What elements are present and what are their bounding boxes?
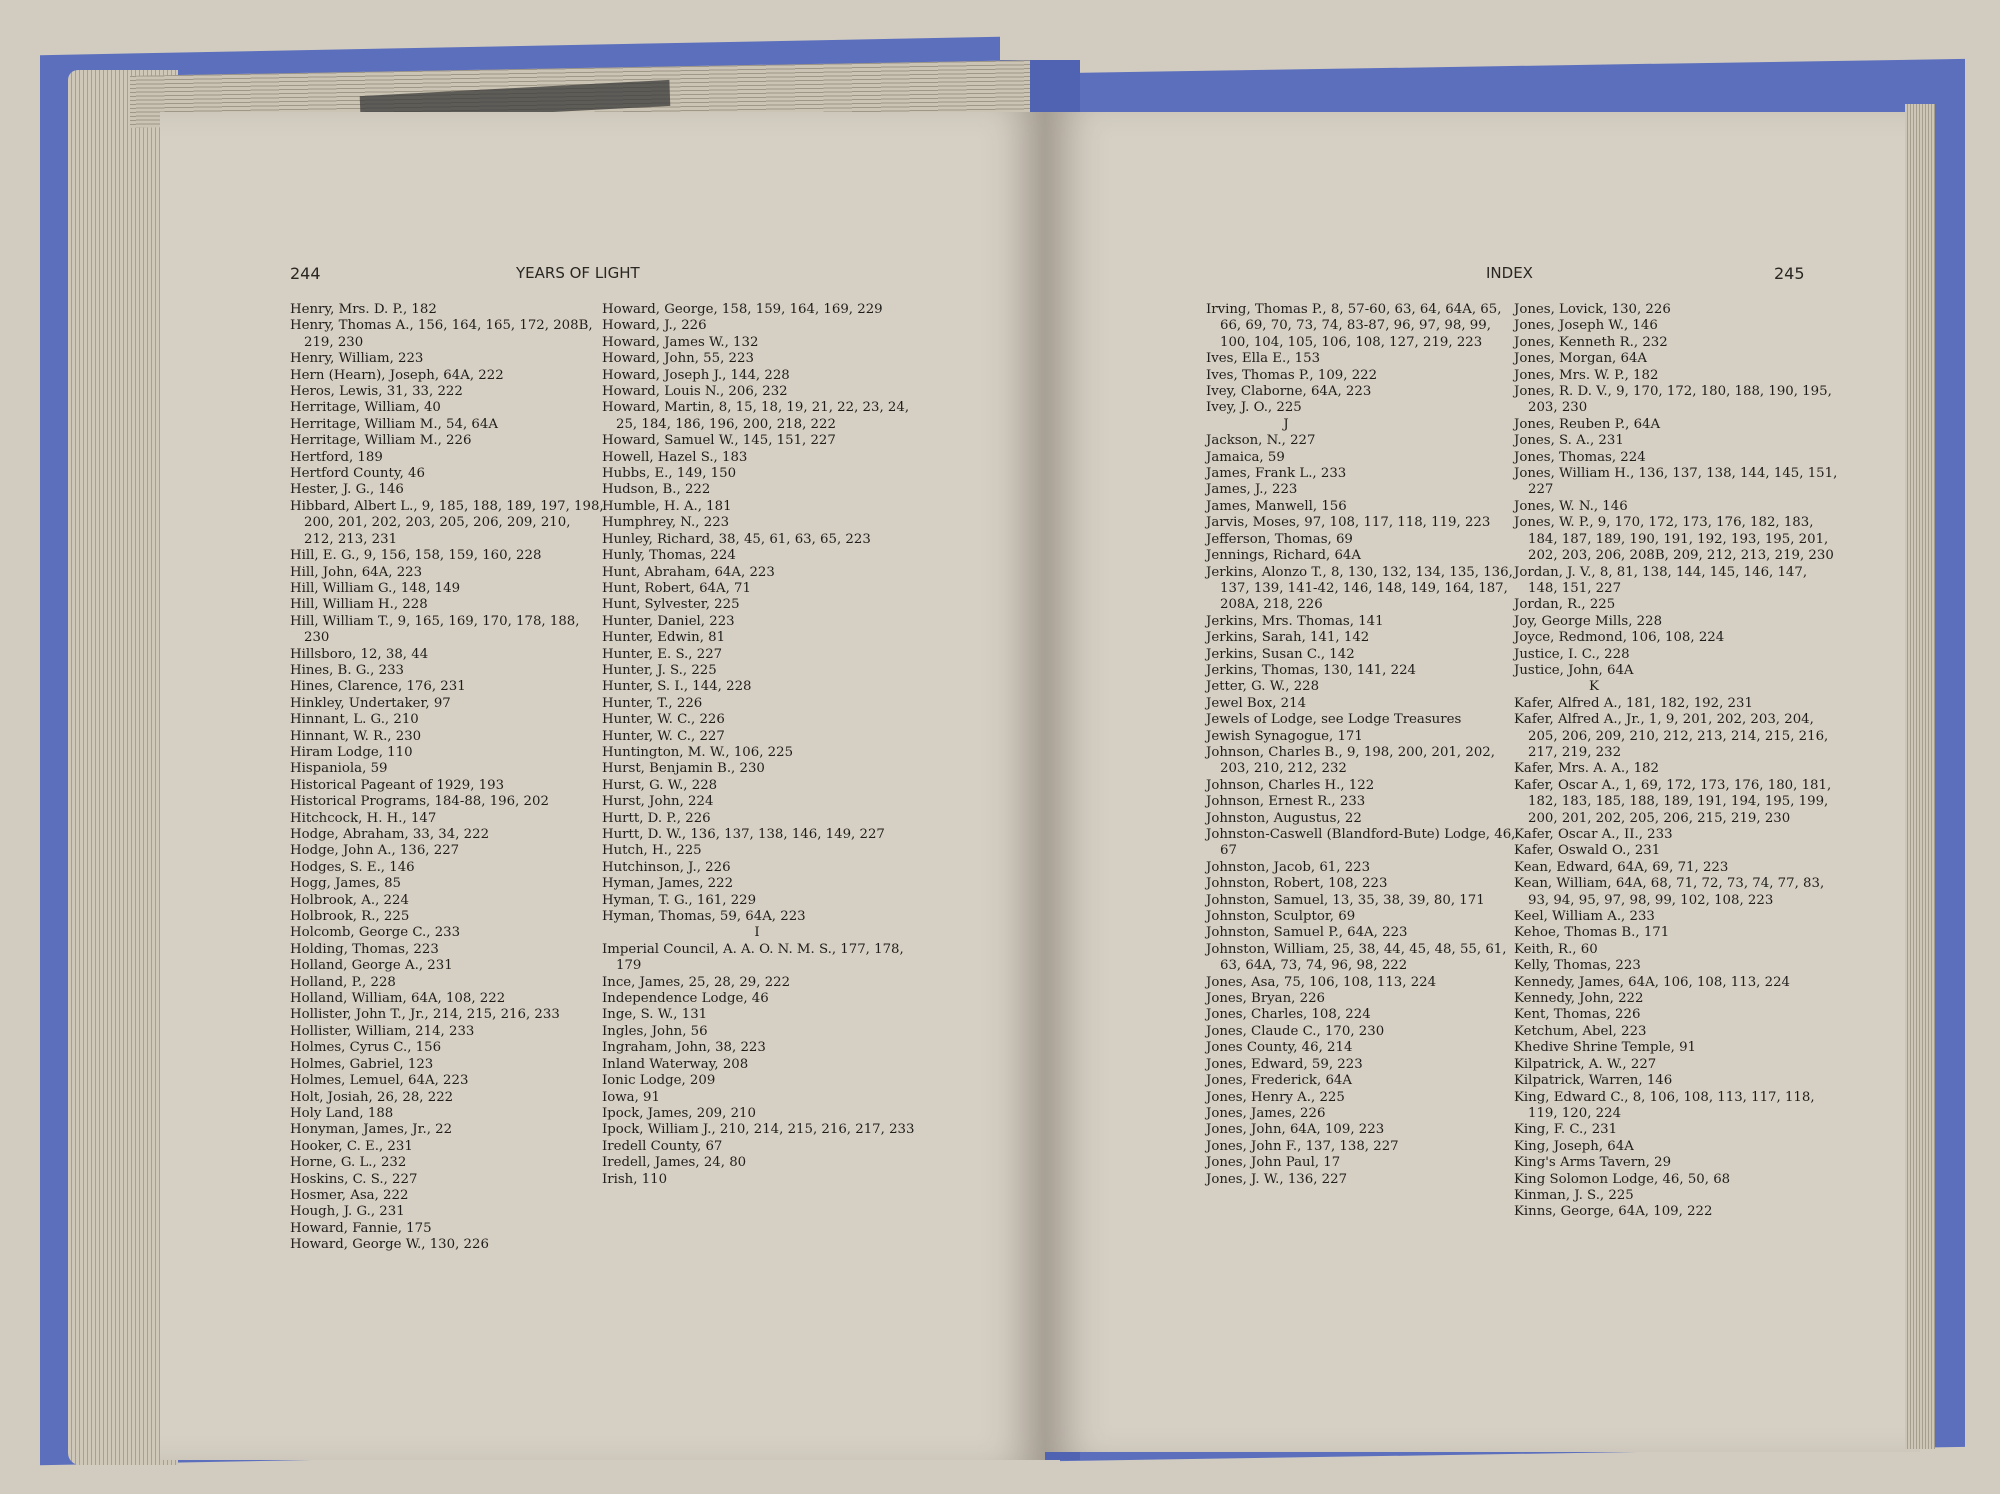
index-entry: Hyman, James, 222	[602, 876, 734, 892]
index-entry: Jones, William H., 136, 137, 138, 144, 145, 151, 227	[1514, 466, 1838, 498]
index-entry: Hill, E. G., 9, 156, 158, 159, 160, 228	[290, 548, 542, 564]
index-entry: Holmes, Gabriel, 123	[290, 1056, 434, 1072]
index-entry: King, Edward C., 8, 106, 108, 113, 117, 118, 119, 120, 224	[1514, 1089, 1815, 1121]
index-entry: Jones, W. N., 146	[1514, 498, 1628, 514]
index-entry: Hough, J. G., 231	[290, 1204, 405, 1220]
index-entry: James, Manwell, 156	[1206, 498, 1347, 514]
index-entry: Ivey, Claborne, 64A, 223	[1206, 384, 1372, 400]
index-entry: Howard, Martin, 8, 15, 18, 19, 21, 22, 23, 24, 25, 184, 186, 196, 200, 218, 222	[602, 400, 910, 432]
index-entry: Jones, Kenneth R., 232	[1514, 334, 1668, 350]
index-entry: Hinnant, W. R., 230	[290, 728, 422, 744]
index-entry: Humble, H. A., 181	[602, 498, 732, 514]
index-entry: Howell, Hazel S., 183	[602, 449, 748, 465]
index-entry: Inland Waterway, 208	[602, 1056, 749, 1072]
index-entry: Ipock, James, 209, 210	[602, 1105, 756, 1121]
index-entry: Hunter, T., 226	[602, 695, 703, 711]
index-entry: Kinns, George, 64A, 109, 222	[1514, 1204, 1713, 1220]
index-entry: Hutchinson, J., 226	[602, 859, 731, 875]
index-entry: Jones, James, 226	[1206, 1105, 1326, 1121]
index-entry: Kehoe, Thomas B., 171	[1514, 925, 1670, 941]
index-entry: Hunter, J. S., 225	[602, 662, 717, 678]
index-entry: Historical Programs, 184-88, 196, 202	[290, 794, 549, 810]
index-entry: Hurst, Benjamin B., 230	[602, 761, 765, 777]
index-entry: Howard, Joseph J., 144, 228	[602, 367, 790, 383]
index-letter-heading: K	[1589, 679, 1599, 695]
index-entry: Holy Land, 188	[290, 1105, 394, 1121]
index-entry: Iredell, James, 24, 80	[602, 1155, 747, 1171]
index-entry: Johnson, Charles B., 9, 198, 200, 201, 202, 203, 210, 212, 232	[1206, 744, 1495, 777]
index-entry: Irish, 110	[602, 1171, 668, 1187]
right-running-head: INDEX	[1486, 264, 1533, 282]
index-entry: Hollister, John T., Jr., 214, 215, 216, 233	[290, 1007, 560, 1023]
index-entry: Jordan, J. V., 8, 81, 138, 144, 145, 146, 147, 148, 151, 227	[1514, 564, 1808, 596]
index-entry: Johnston, Augustus, 22	[1206, 810, 1362, 826]
index-entry: Holland, George A., 231	[290, 958, 453, 974]
index-entry: Hinkley, Undertaker, 97	[290, 695, 451, 711]
index-entry: Hester, J. G., 146	[290, 482, 404, 498]
index-entry: Johnston, Samuel P., 64A, 223	[1206, 925, 1408, 941]
index-entry: Justice, I. C., 228	[1514, 646, 1630, 662]
index-entry: King, F. C., 231	[1514, 1122, 1618, 1138]
index-entry: Hitchcock, H. H., 147	[290, 810, 437, 826]
index-entry: Jackson, N., 227	[1206, 433, 1316, 449]
index-entry: Kinman, J. S., 225	[1514, 1187, 1634, 1203]
index-entry: Kennedy, James, 64A, 106, 108, 113, 224	[1514, 974, 1791, 990]
index-entry: Jones, S. A., 231	[1514, 433, 1624, 449]
index-entry: Jones, Thomas, 224	[1514, 449, 1646, 465]
index-entry: Hunter, E. S., 227	[602, 646, 723, 662]
index-entry: Howard, John, 55, 223	[602, 351, 754, 367]
index-entry: Iowa, 91	[602, 1089, 660, 1105]
index-entry: Johnston, Samuel, 13, 35, 38, 39, 80, 171	[1206, 892, 1485, 908]
index-entry: Johnston, Jacob, 61, 223	[1206, 859, 1371, 875]
index-entry: Hogg, James, 85	[290, 876, 402, 892]
index-entry: Hooker, C. E., 231	[290, 1138, 413, 1154]
index-column-4	[1514, 302, 1838, 1221]
index-column-1	[290, 302, 604, 1254]
left-page-number: 244	[290, 264, 321, 283]
index-entry: Herritage, William M., 226	[290, 433, 472, 449]
index-entry: Jerkins, Mrs. Thomas, 141	[1206, 613, 1384, 629]
index-entry: Kean, Edward, 64A, 69, 71, 223	[1514, 859, 1729, 875]
index-entry: Hodges, S. E., 146	[290, 859, 415, 875]
index-entry: Holland, William, 64A, 108, 222	[290, 991, 506, 1007]
index-letter-heading: J	[1283, 416, 1289, 432]
index-entry: Ipock, William J., 210, 214, 215, 216, 217, 233	[602, 1122, 915, 1138]
index-entry: King's Arms Tavern, 29	[1514, 1155, 1672, 1171]
index-entry: Johnston, Robert, 108, 223	[1206, 876, 1388, 892]
index-entry: Kilpatrick, A. W., 227	[1514, 1056, 1657, 1072]
index-entry: King Solomon Lodge, 46, 50, 68	[1514, 1171, 1731, 1187]
index-entry: Kafer, Oscar A., II., 233	[1514, 827, 1673, 842]
index-entry: Jefferson, Thomas, 69	[1206, 531, 1353, 547]
index-entry: Hodge, Abraham, 33, 34, 222	[290, 827, 490, 842]
index-entry: Justice, John, 64A	[1514, 662, 1634, 678]
index-entry: Ingles, John, 56	[602, 1023, 708, 1039]
index-entry: Howard, James W., 132	[602, 334, 759, 350]
index-entry: Holbrook, A., 224	[290, 892, 409, 908]
index-entry: Iredell County, 67	[602, 1138, 723, 1154]
index-entry: Jerkins, Thomas, 130, 141, 224	[1206, 662, 1417, 678]
index-entry: Jones, Bryan, 226	[1206, 991, 1326, 1007]
index-column-3	[1206, 302, 1516, 1188]
index-entry: James, Frank L., 233	[1206, 466, 1347, 482]
index-entry: Hyman, Thomas, 59, 64A, 223	[602, 909, 806, 925]
index-entry: Hubbs, E., 149, 150	[602, 466, 737, 482]
index-entry: Ingraham, John, 38, 223	[602, 1040, 766, 1056]
index-entry: Jerkins, Susan C., 142	[1206, 646, 1355, 662]
index-entry: Irving, Thomas P., 8, 57-60, 63, 64, 64A, 65, 66, 69, 70, 73, 74, 83-87, 96, 97, 98, 99, 100, 104, 105, 106, 108, 127, 219, 223	[1206, 302, 1502, 350]
index-entry: Jones County, 46, 214	[1206, 1040, 1353, 1056]
index-entry: Hunly, Thomas, 224	[602, 548, 736, 564]
right-page-number: 245	[1774, 264, 1805, 283]
index-entry: Hines, B. G., 233	[290, 662, 404, 678]
index-entry: Jerkins, Sarah, 141, 142	[1206, 630, 1370, 646]
index-entry: Jones, J. W., 136, 227	[1206, 1171, 1348, 1187]
index-entry: Hunley, Richard, 38, 45, 61, 63, 65, 223	[602, 531, 871, 547]
index-entry: Keel, William A., 233	[1514, 909, 1655, 925]
index-entry: Kean, William, 64A, 68, 71, 72, 73, 74, 77, 83, 93, 94, 95, 97, 98, 99, 102, 108, 223	[1514, 876, 1825, 908]
index-entry: Johnson, Ernest R., 233	[1206, 794, 1366, 810]
index-entry: Jones, Edward, 59, 223	[1206, 1056, 1363, 1072]
index-entry: Johnston, William, 25, 38, 44, 45, 48, 55, 61, 63, 64A, 73, 74, 96, 98, 222	[1206, 941, 1507, 974]
index-entry: Hudson, B., 222	[602, 482, 711, 498]
index-entry: Howard, J., 226	[602, 318, 707, 334]
index-entry: Jones, John Paul, 17	[1206, 1155, 1341, 1171]
index-entry: Kent, Thomas, 226	[1514, 1007, 1641, 1023]
index-entry: Hertford, 189	[290, 449, 383, 465]
index-entry: Kafer, Alfred A., 181, 182, 192, 231	[1514, 695, 1753, 711]
index-entry: Kafer, Mrs. A. A., 182	[1514, 761, 1659, 777]
index-entry: Johnson, Charles H., 122	[1206, 777, 1375, 793]
index-entry: Hurtt, D. P., 226	[602, 810, 711, 826]
index-entry: Howard, Louis N., 206, 232	[602, 384, 788, 400]
index-entry: Jones, Asa, 75, 106, 108, 113, 224	[1206, 974, 1437, 990]
index-entry: Henry, Mrs. D. P., 182	[290, 302, 437, 317]
index-entry: Ivey, J. O., 225	[1206, 400, 1302, 416]
index-entry: Hunter, Daniel, 223	[602, 613, 735, 629]
index-entry: Jones, Henry A., 225	[1206, 1089, 1345, 1105]
index-entry: Hodge, John A., 136, 227	[290, 843, 460, 859]
index-entry: James, J., 223	[1206, 482, 1298, 498]
index-entry: Henry, William, 223	[290, 351, 424, 367]
index-entry: Hunter, W. C., 227	[602, 728, 725, 744]
index-entry: Hurst, John, 224	[602, 794, 714, 810]
index-entry: Independence Lodge, 46	[602, 991, 769, 1007]
index-entry: Howard, George W., 130, 226	[290, 1237, 489, 1253]
index-entry: Hutch, H., 225	[602, 843, 702, 859]
index-entry: Heros, Lewis, 31, 33, 222	[290, 384, 463, 400]
index-entry: Jamaica, 59	[1206, 449, 1285, 465]
index-column-2	[602, 302, 915, 1188]
index-entry: Hines, Clarence, 176, 231	[290, 679, 466, 695]
index-entry: Horne, G. L., 232	[290, 1155, 407, 1171]
index-entry: Kelly, Thomas, 223	[1514, 958, 1641, 974]
index-entry: Holmes, Lemuel, 64A, 223	[290, 1073, 469, 1089]
index-entry: Hibbard, Albert L., 9, 185, 188, 189, 197, 198, 200, 201, 202, 203, 205, 206, 209, 210, 212, 213, 231	[290, 498, 604, 547]
index-entry: Jones, Charles, 108, 224	[1206, 1007, 1371, 1023]
index-entry: Holbrook, R., 225	[290, 909, 410, 925]
index-entry: Jarvis, Moses, 97, 108, 117, 118, 119, 223	[1206, 515, 1491, 531]
index-entry: Hosmer, Asa, 222	[290, 1187, 409, 1203]
index-entry: Keith, R., 60	[1514, 941, 1598, 957]
index-entry: Jones, Joseph W., 146	[1514, 318, 1658, 334]
index-entry: Holland, P., 228	[290, 974, 396, 990]
index-entry: Howard, Fannie, 175	[290, 1220, 432, 1236]
index-entry: Hunter, S. I., 144, 228	[602, 679, 752, 695]
index-entry: Kilpatrick, Warren, 146	[1514, 1073, 1673, 1089]
index-entry: Jones, Mrs. W. P., 182	[1514, 367, 1659, 383]
index-entry: Ketchum, Abel, 223	[1514, 1023, 1647, 1039]
index-entry: Jones, W. P., 9, 170, 172, 173, 176, 182, 183, 184, 187, 189, 190, 191, 192, 193, 195, 201, 202, 203, 206, 208B, 209, 212, 213, 219, 230	[1514, 515, 1834, 564]
index-entry: Jones, Lovick, 130, 226	[1514, 302, 1671, 317]
index-entry: Ives, Ella E., 153	[1206, 351, 1321, 367]
index-entry: Jewels of Lodge, see Lodge Treasures	[1206, 712, 1462, 728]
index-entry: Holding, Thomas, 223	[290, 941, 439, 957]
index-entry: Kafer, Alfred A., Jr., 1, 9, 201, 202, 203, 204, 205, 206, 209, 210, 212, 213, 214, 215, 216, 217, 219, 232	[1514, 712, 1829, 760]
index-entry: Holcomb, George C., 233	[290, 925, 461, 941]
index-entry: Hern (Hearn), Joseph, 64A, 222	[290, 367, 504, 383]
index-entry: Jennings, Richard, 64A	[1206, 548, 1361, 564]
index-entry: Jerkins, Alonzo T., 8, 130, 132, 134, 135, 136, 137, 139, 141-42, 146, 148, 149, 164, 187, 208A, 218, 226	[1206, 564, 1513, 613]
index-entry: Jones, Frederick, 64A	[1206, 1073, 1352, 1089]
index-entry: Joyce, Redmond, 106, 108, 224	[1514, 630, 1725, 646]
index-entry: Hinnant, L. G., 210	[290, 712, 419, 728]
index-entry: Hill, John, 64A, 223	[290, 564, 423, 580]
index-entry: Howard, Samuel W., 145, 151, 227	[602, 433, 836, 449]
index-entry: Khedive Shrine Temple, 91	[1514, 1040, 1697, 1056]
index-entry: Kennedy, John, 222	[1514, 991, 1644, 1007]
index-entry: Kafer, Oscar A., 1, 69, 172, 173, 176, 180, 181, 182, 183, 185, 188, 189, 191, 194, 195, 199, 200, 201, 202, 205, 206, 215, 219, 230	[1514, 777, 1832, 826]
index-entry: Hunt, Robert, 64A, 71	[602, 580, 751, 596]
index-entry: Ives, Thomas P., 109, 222	[1206, 367, 1378, 383]
index-entry: Kafer, Oswald O., 231	[1514, 843, 1661, 859]
index-entry: Hill, William H., 228	[290, 597, 428, 613]
index-entry: Jordan, R., 225	[1514, 597, 1616, 613]
index-entry: Hyman, T. G., 161, 229	[602, 892, 757, 908]
index-entry: King, Joseph, 64A	[1514, 1138, 1634, 1154]
index-entry: Hunter, Edwin, 81	[602, 630, 726, 646]
index-entry: Holmes, Cyrus C., 156	[290, 1040, 442, 1056]
index-entry: Hunter, W. C., 226	[602, 712, 725, 728]
index-entry: Ince, James, 25, 28, 29, 222	[602, 974, 791, 990]
index-entry: Hill, William T., 9, 165, 169, 170, 178, 188, 230	[290, 613, 580, 646]
index-entry: Jones, Morgan, 64A	[1514, 351, 1648, 367]
index-entry: Henry, Thomas A., 156, 164, 165, 172, 208B, 219, 230	[290, 318, 593, 350]
index-entry: Hunt, Abraham, 64A, 223	[602, 564, 775, 580]
index-entry: Hillsboro, 12, 38, 44	[290, 646, 429, 662]
index-entry: Honyman, James, Jr., 22	[290, 1122, 453, 1138]
index-entry: Hill, William G., 148, 149	[290, 580, 461, 596]
index-entry: Holt, Josiah, 26, 28, 222	[290, 1089, 454, 1105]
index-entry: Jones, John F., 137, 138, 227	[1206, 1138, 1399, 1154]
index-entry: Herritage, William M., 54, 64A	[290, 416, 498, 432]
index-entry: Huntington, M. W., 106, 225	[602, 744, 794, 760]
index-entry: Herritage, William, 40	[290, 400, 441, 416]
index-letter-heading: I	[754, 925, 760, 941]
index-entry: Hurst, G. W., 228	[602, 777, 718, 793]
index-entry: Jetter, G. W., 228	[1206, 679, 1320, 695]
index-entry: Johnston-Caswell (Blandford-Bute) Lodge, 46, 67	[1206, 827, 1516, 859]
index-entry: Jones, Reuben P., 64A	[1514, 416, 1661, 432]
index-entry: Jewish Synagogue, 171	[1206, 728, 1363, 744]
index-entry: Historical Pageant of 1929, 193	[290, 777, 505, 793]
index-entry: Hoskins, C. S., 227	[290, 1171, 418, 1187]
index-entry: Hiram Lodge, 110	[290, 744, 413, 760]
index-entry: Joy, George Mills, 228	[1514, 613, 1663, 629]
index-entry: Imperial Council, A. A. O. N. M. S., 177, 178, 179	[602, 941, 904, 974]
index-entry: Jones, Claude C., 170, 230	[1206, 1023, 1385, 1039]
page-edges-right	[1905, 104, 1935, 1449]
index-entry: Hispaniola, 59	[290, 761, 388, 777]
index-entry: Inge, S. W., 131	[602, 1007, 708, 1023]
index-entry: Jones, John, 64A, 109, 223	[1206, 1122, 1385, 1138]
index-entry: Ionic Lodge, 209	[602, 1073, 716, 1089]
index-entry: Hertford County, 46	[290, 466, 425, 482]
left-running-head: YEARS OF LIGHT	[516, 264, 640, 282]
index-entry: Howard, George, 158, 159, 164, 169, 229	[602, 302, 883, 317]
index-entry: Jones, R. D. V., 9, 170, 172, 180, 188, 190, 195, 203, 230	[1514, 384, 1832, 416]
index-entry: Hunt, Sylvester, 225	[602, 597, 740, 613]
index-entry: Humphrey, N., 223	[602, 515, 730, 531]
index-entry: Johnston, Sculptor, 69	[1206, 909, 1356, 925]
index-entry: Hollister, William, 214, 233	[290, 1023, 475, 1039]
index-entry: Jewel Box, 214	[1206, 695, 1307, 711]
index-entry: Hurtt, D. W., 136, 137, 138, 146, 149, 227	[602, 827, 885, 842]
